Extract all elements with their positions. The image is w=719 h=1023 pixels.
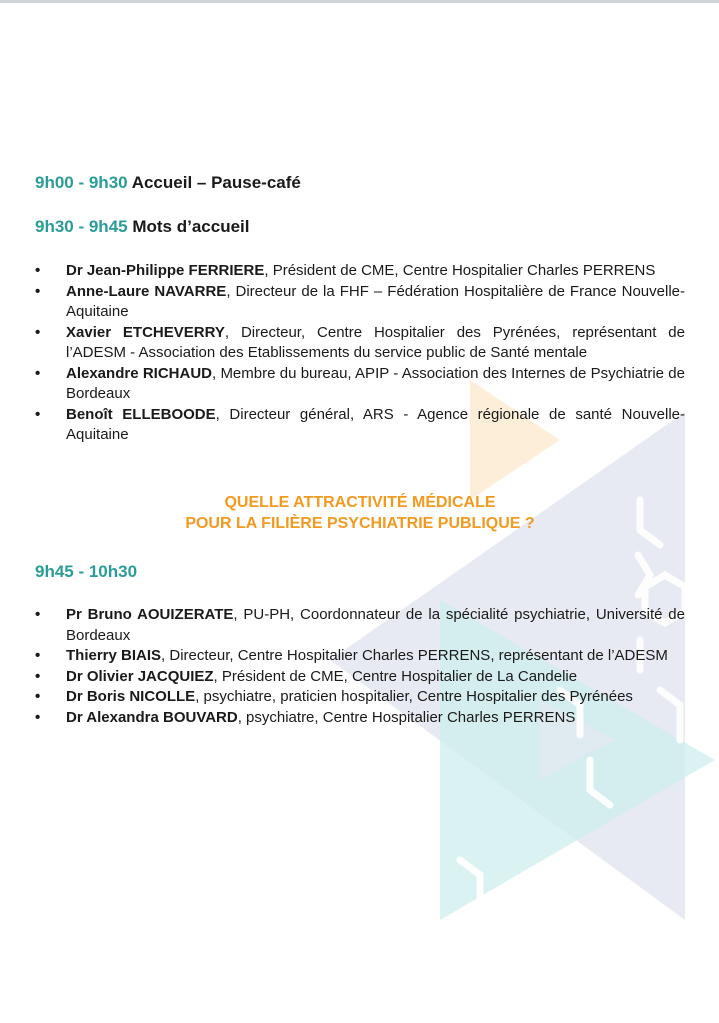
speaker-name: Benoît ELLEBOODE: [66, 405, 216, 423]
speaker-list: [35, 261, 685, 446]
speaker-item: [35, 323, 685, 364]
speaker-item: [35, 687, 685, 708]
speaker-item: [35, 282, 685, 323]
session-speakers-list: [35, 605, 685, 728]
bullet-icon: •: [35, 688, 41, 705]
bullet-icon: •: [35, 364, 41, 382]
bullet-icon: •: [35, 405, 41, 423]
speaker-name: Thierry BIAIS: [66, 647, 162, 664]
speaker-role: , Directeur de la FHF – Fédération Hospitalière de France Nouvelle-Aquitaine: [66, 282, 685, 320]
schedule-line: [35, 216, 685, 238]
speaker-name: Pr Bruno AOUIZERATE: [66, 606, 234, 623]
speaker-name: Dr Jean-Philippe FERRIERE: [66, 262, 265, 279]
speaker-item: [35, 364, 685, 405]
welcome-speakers-list: [35, 261, 685, 446]
section-heading-line2: POUR LA FILIÈRE PSYCHIATRIE PUBLIQUE ?: [185, 515, 535, 532]
speaker-name: Dr Alexandra BOUVARD: [66, 708, 238, 726]
bullet-icon: •: [35, 647, 41, 664]
section-heading-line1: QUELLE ATTRACTIVITÉ MÉDICALE: [224, 494, 496, 511]
speaker-item: [35, 405, 685, 446]
bullet-icon: •: [35, 282, 41, 300]
speaker-item: [35, 646, 685, 667]
speaker-name: Anne-Laure NAVARRE: [66, 282, 227, 300]
speaker-role: , psychiatre, Centre Hospitalier Charles PERRENS: [237, 708, 576, 726]
speaker-item: [35, 605, 685, 646]
speaker-role: , Président de CME, Centre Hospitalier de La Candelie: [213, 667, 578, 685]
speaker-list: [35, 605, 685, 728]
session-time-line: [35, 561, 685, 583]
speaker-role: , PU-PH, Coordonnateur de la spécialité psychiatrie, Université de Bordeaux: [66, 606, 685, 644]
speaker-name: Dr Olivier JACQUIEZ: [66, 667, 214, 685]
speaker-item: [35, 667, 685, 688]
bullet-icon: •: [35, 667, 41, 685]
time-slot: 9h30 - 9h45: [35, 217, 128, 236]
schedule-line: [35, 172, 685, 194]
speaker-role: , Membre du bureau, APIP - Association des Internes de Psychiatrie de Bordeaux: [66, 364, 685, 402]
bullet-icon: •: [35, 708, 41, 726]
schedule-title: Mots d’accueil: [132, 217, 250, 236]
speaker-role: , Directeur, Centre Hospitalier Charles PERRENS, représentant de l’ADESM: [161, 647, 668, 664]
schedule-item-opening-remarks: [35, 216, 685, 238]
speaker-role: , Directeur général, ARS - Agence régionale de santé Nouvelle-Aquitaine: [66, 405, 686, 443]
time-slot: 9h00 - 9h30: [35, 173, 128, 192]
time-slot: 9h45 - 10h30: [35, 562, 138, 581]
bullet-icon: •: [35, 262, 41, 279]
section-heading: [35, 492, 685, 534]
bullet-icon: •: [35, 606, 41, 623]
speaker-item: [35, 708, 685, 729]
schedule-item-welcome: [35, 172, 685, 194]
speaker-name: Alexandre RICHAUD: [66, 364, 212, 382]
speaker-role: , Directeur, Centre Hospitalier des Pyrénées, représentant de l’ADESM - Association des Etablissements du service public de Santé mentale: [66, 323, 685, 361]
session-time-block: [35, 561, 685, 583]
bullet-icon: •: [35, 323, 41, 341]
schedule-title: Accueil – Pause-café: [131, 173, 301, 192]
speaker-name: Dr Boris NICOLLE: [66, 688, 196, 705]
speaker-role: , psychiatre, praticien hospitalier, Centre Hospitalier des Pyrénées: [195, 688, 633, 705]
speaker-role: , Président de CME, Centre Hospitalier Charles PERRENS: [264, 262, 656, 279]
speaker-item: [35, 261, 685, 282]
speaker-name: Xavier ETCHEVERRY: [66, 323, 225, 341]
